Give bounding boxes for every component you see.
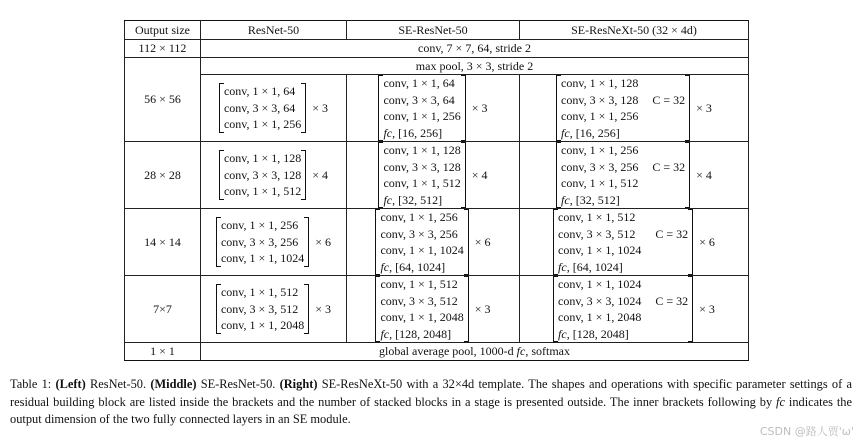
- pool-row: [125, 57, 749, 75]
- caption-label: Table 1:: [10, 377, 56, 391]
- block-group: [378, 75, 487, 141]
- fc-spec: [561, 192, 685, 209]
- bracket-block: [553, 209, 693, 275]
- fc-symbol: fc: [383, 125, 393, 140]
- bracket-block: [216, 217, 309, 267]
- bracket-block: [375, 209, 468, 275]
- layer-spec: conv, 1 × 1, 64: [223, 84, 296, 99]
- layer-spec: conv, 3 × 3, 256: [561, 159, 639, 174]
- bracket-corner: [685, 142, 690, 143]
- fc-spec: [383, 192, 460, 209]
- se-resnext-block-cell: [520, 75, 749, 142]
- block-repeat: × 4: [696, 167, 712, 182]
- layer-spec: conv, 1 × 1, 2048: [558, 310, 642, 324]
- bracket-block: [216, 284, 309, 334]
- se-resnet-block-cell: [347, 142, 520, 209]
- stage-size: 7×7: [125, 276, 201, 343]
- bracket-corner: [301, 150, 306, 151]
- fc-spec: [558, 259, 688, 276]
- block-repeat: × 3: [699, 301, 715, 316]
- layer-spec: conv, 1 × 1, 1024: [220, 251, 305, 266]
- block-group: [216, 217, 331, 267]
- caption-text-4: indicates the output dimension of the two fully connected layers in an SE module.: [10, 394, 852, 426]
- header-se-resnext: SE-ResNeXt-50 (32 × 4d): [520, 21, 749, 40]
- block-inner: [224, 150, 301, 200]
- block-lines: [224, 150, 301, 200]
- bracket-corner: [685, 75, 690, 76]
- final-size: 1 × 1: [125, 343, 201, 361]
- stage-row: [125, 142, 749, 209]
- bracket-block: [556, 142, 690, 208]
- cardinality: C = 32: [652, 92, 686, 107]
- block-inner: [221, 217, 304, 267]
- layer-spec: conv, 1 × 1, 512: [380, 277, 458, 291]
- bracket-block: [378, 142, 465, 208]
- block-inner: [380, 276, 463, 326]
- layer-spec: conv, 3 × 3, 256: [220, 234, 299, 249]
- layer-spec: conv, 3 × 3, 128: [223, 167, 302, 182]
- fc-symbol: fc: [561, 192, 570, 207]
- block-repeat: × 6: [315, 234, 332, 249]
- bracket-corner: [461, 140, 466, 141]
- layer-spec: conv, 1 × 1, 256: [220, 218, 299, 233]
- caption-left: (Left): [55, 377, 86, 391]
- layer-spec: conv, 1 × 1, 1024: [380, 243, 464, 257]
- pool-spec: max pool, 3 × 3, stride 2: [201, 57, 749, 75]
- bracket-corner: [461, 207, 466, 208]
- fc-symbol: fc: [380, 259, 390, 274]
- bracket-corner: [685, 140, 690, 141]
- header-se-resnet: SE-ResNet-50: [347, 21, 520, 40]
- conv1-size: 112 × 112: [125, 40, 201, 58]
- conv1-row: [125, 40, 749, 58]
- layer-spec: conv, 1 × 1, 512: [561, 176, 639, 190]
- bracket-corner: [464, 341, 469, 342]
- fc-dims: , [16, 256]: [392, 125, 443, 140]
- layer-spec: conv, 1 × 1, 256: [223, 117, 302, 132]
- layer-spec: conv, 1 × 1, 512: [220, 285, 299, 300]
- layer-spec: conv, 1 × 1, 64: [383, 76, 455, 90]
- caption-middle: (Middle): [150, 377, 197, 391]
- block-inner: [224, 83, 301, 133]
- bracket-corner: [304, 266, 309, 267]
- header-resnet: ResNet-50: [201, 21, 347, 40]
- resnet-block-cell: [201, 209, 347, 276]
- layer-spec: conv, 1 × 1, 512: [558, 210, 636, 224]
- block-repeat: × 3: [696, 100, 712, 115]
- se-resnext-block-cell: [520, 142, 749, 209]
- bracket-block: [219, 83, 306, 133]
- caption-fc: fc: [776, 394, 785, 409]
- block-inner: [558, 276, 688, 326]
- block-lines: [561, 75, 638, 125]
- caption-text-2: SE-ResNet-50.: [196, 377, 280, 391]
- bracket-block: [556, 75, 690, 141]
- se-resnext-block-cell: [520, 209, 749, 276]
- bracket-corner: [464, 209, 469, 210]
- layer-spec: conv, 3 × 3, 1024: [558, 293, 642, 308]
- caption-right: (Right): [279, 377, 318, 391]
- fc-dims: , [64, 1024]: [566, 259, 623, 274]
- resnet-block-cell: [201, 276, 347, 343]
- block-lines: [221, 284, 304, 334]
- block-lines: [383, 142, 460, 192]
- final-row: [125, 343, 749, 361]
- block-repeat: × 3: [315, 301, 332, 316]
- stage-row: [125, 276, 749, 343]
- layer-spec: conv, 1 × 1, 2048: [380, 310, 464, 324]
- fc-dims: , [32, 512]: [569, 192, 620, 207]
- bracket-corner: [304, 217, 309, 218]
- block-group: [219, 83, 328, 133]
- table-header-row: [125, 21, 749, 40]
- block-inner: [383, 142, 460, 192]
- layer-spec: conv, 1 × 1, 512: [223, 184, 302, 199]
- block-group: [553, 276, 715, 342]
- bracket-block: [378, 75, 465, 141]
- stage-size: 14 × 14: [125, 209, 201, 276]
- conv1-spec: conv, 7 × 7, 64, stride 2: [201, 40, 749, 58]
- fc-spec: [558, 326, 688, 343]
- bracket-corner: [301, 132, 306, 133]
- layer-spec: conv, 1 × 1, 2048: [220, 318, 305, 333]
- table-caption: [10, 376, 852, 429]
- bracket-block: [553, 276, 693, 342]
- bracket-corner: [685, 207, 690, 208]
- final-text-pre: global average pool, 1000-d: [379, 344, 517, 358]
- caption-text-1: ResNet-50.: [85, 377, 151, 391]
- resnet-block-cell: [201, 142, 347, 209]
- se-resnet-block-cell: [347, 276, 520, 343]
- layer-spec: conv, 3 × 3, 64: [383, 92, 455, 107]
- bracket-corner: [464, 276, 469, 277]
- block-lines: [561, 142, 638, 192]
- fc-spec: [380, 259, 463, 276]
- layer-spec: conv, 1 × 1, 256: [380, 210, 458, 224]
- block-lines: [224, 83, 301, 133]
- fc-symbol: fc: [558, 326, 567, 341]
- block-group: [375, 209, 490, 275]
- stage-size-56: 56 × 56: [125, 57, 201, 142]
- block-repeat: × 6: [699, 234, 715, 249]
- bracket-corner: [688, 209, 693, 210]
- block-repeat: × 4: [312, 167, 329, 182]
- bracket-corner: [688, 274, 693, 275]
- final-spec: [201, 343, 749, 361]
- bracket-corner: [688, 341, 693, 342]
- cardinality: C = 32: [655, 226, 689, 241]
- block-repeat: × 3: [474, 301, 491, 316]
- block-inner: [561, 75, 685, 125]
- final-fc: fc: [516, 344, 526, 358]
- block-group: [556, 142, 712, 208]
- fc-dims: , [32, 512]: [392, 192, 443, 207]
- fc-dims: , [64, 1024]: [389, 259, 446, 274]
- watermark: CSDN @路人贾'ω': [759, 425, 854, 438]
- block-lines: [558, 209, 641, 259]
- bracket-block: [219, 150, 306, 200]
- se-resnet-block-cell: [347, 209, 520, 276]
- block-inner: [558, 209, 688, 259]
- block-group: [219, 150, 328, 200]
- block-lines: [558, 276, 641, 326]
- bracket-corner: [688, 276, 693, 277]
- layer-spec: conv, 1 × 1, 512: [383, 176, 461, 190]
- bracket-corner: [461, 142, 466, 143]
- block-inner: [221, 284, 304, 334]
- block-group: [375, 276, 490, 342]
- fc-symbol: fc: [558, 259, 567, 274]
- fc-dims: , [128, 2048]: [389, 326, 452, 341]
- layer-spec: conv, 3 × 3, 128: [383, 159, 461, 174]
- block-repeat: × 6: [474, 234, 491, 249]
- block-lines: [380, 276, 463, 326]
- block-group: [556, 75, 712, 141]
- bracket-corner: [304, 284, 309, 285]
- layer-spec: conv, 1 × 1, 128: [223, 151, 302, 166]
- block-inner: [380, 209, 463, 259]
- layer-spec: conv, 1 × 1, 256: [561, 109, 639, 123]
- resnet-block-cell: [201, 75, 347, 142]
- stage-size: 28 × 28: [125, 142, 201, 209]
- architecture-table: [124, 20, 749, 361]
- block-repeat: × 3: [312, 100, 329, 115]
- block-group: [378, 142, 487, 208]
- block-group: [216, 284, 331, 334]
- layer-spec: conv, 3 × 3, 512: [220, 301, 299, 316]
- layer-spec: conv, 1 × 1, 256: [561, 143, 639, 157]
- layer-spec: conv, 3 × 3, 256: [380, 226, 458, 241]
- fc-symbol: fc: [380, 326, 390, 341]
- layer-spec: conv, 3 × 3, 512: [558, 226, 636, 241]
- caption-text-3: SE-ResNeXt-50 with a 32×4d template. The shapes and operations with specific parameter settings of a residual building block are listed inside the brackets and the number of stacked blocks in a stage is presented outside. The inner brackets following by: [10, 377, 852, 409]
- bracket-corner: [461, 75, 466, 76]
- bracket-corner: [301, 199, 306, 200]
- layer-spec: conv, 3 × 3, 128: [561, 92, 639, 107]
- block-lines: [380, 209, 463, 259]
- fc-spec: [383, 125, 460, 142]
- layer-spec: conv, 1 × 1, 256: [383, 109, 461, 123]
- se-resnet-block-cell: [347, 75, 520, 142]
- block-lines: [221, 217, 304, 267]
- header-output-size: Output size: [125, 21, 201, 40]
- layer-spec: conv, 1 × 1, 1024: [558, 243, 642, 257]
- bracket-corner: [464, 274, 469, 275]
- layer-spec: conv, 1 × 1, 128: [561, 76, 639, 90]
- layer-spec: conv, 1 × 1, 1024: [558, 277, 642, 291]
- cardinality: C = 32: [655, 293, 689, 308]
- block-group: [553, 209, 715, 275]
- fc-symbol: fc: [561, 125, 570, 140]
- block-repeat: × 4: [471, 167, 488, 182]
- stage-row: [125, 209, 749, 276]
- fc-dims: , [128, 2048]: [566, 326, 629, 341]
- layer-spec: conv, 3 × 3, 512: [380, 293, 458, 308]
- block-inner: [383, 75, 460, 125]
- fc-symbol: fc: [383, 192, 393, 207]
- block-inner: [561, 142, 685, 192]
- cardinality: C = 32: [652, 159, 686, 174]
- block-repeat: × 3: [471, 100, 488, 115]
- stage-row: [125, 75, 749, 142]
- bracket-corner: [304, 333, 309, 334]
- bracket-corner: [301, 83, 306, 84]
- layer-spec: conv, 1 × 1, 128: [383, 143, 461, 157]
- fc-spec: [561, 125, 685, 142]
- block-lines: [383, 75, 460, 125]
- final-text-post: , softmax: [525, 344, 570, 358]
- se-resnext-block-cell: [520, 276, 749, 343]
- fc-spec: [380, 326, 463, 343]
- bracket-block: [375, 276, 468, 342]
- layer-spec: conv, 3 × 3, 64: [223, 100, 296, 115]
- fc-dims: , [16, 256]: [569, 125, 620, 140]
